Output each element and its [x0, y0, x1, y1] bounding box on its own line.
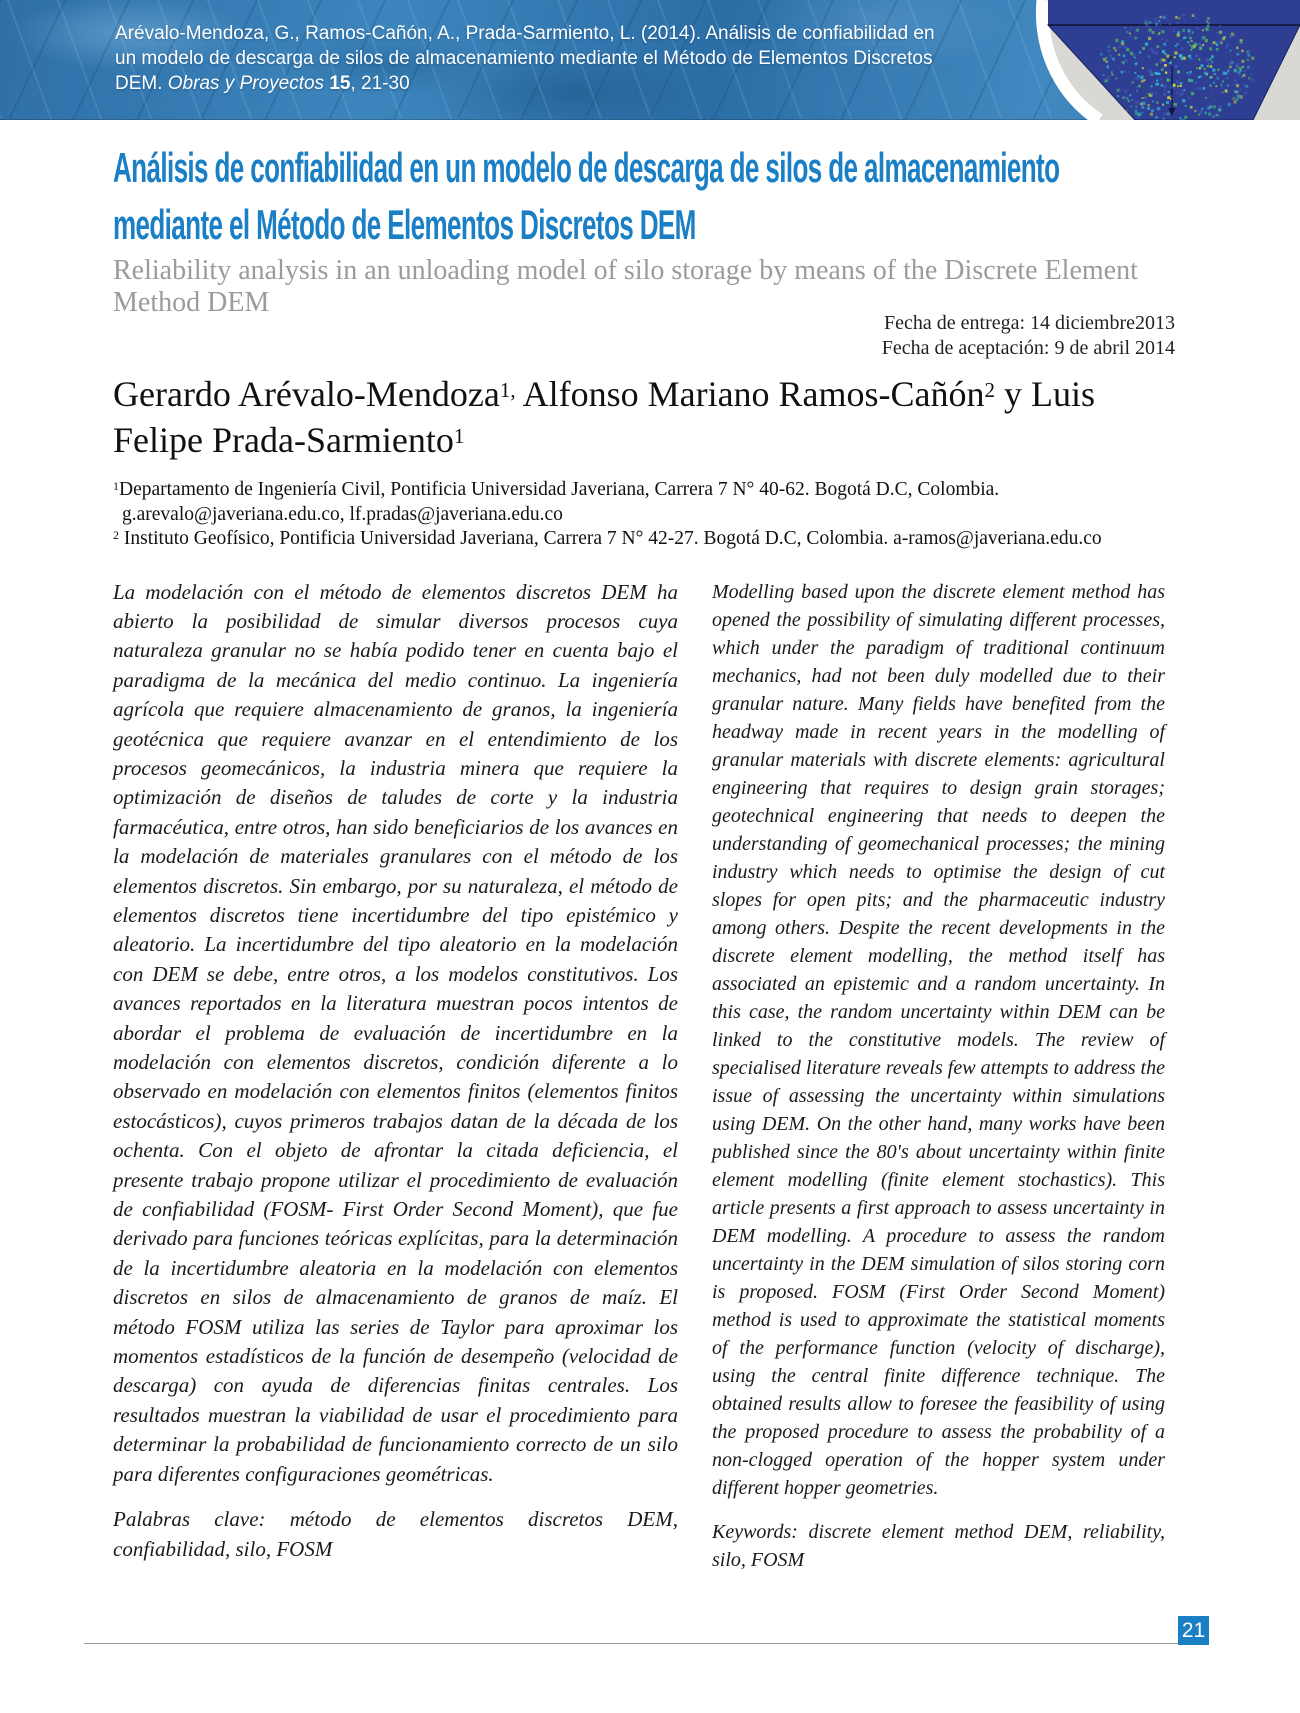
authors-line-1: Gerardo Arévalo-Mendoza$^{1,}$ Alfonso Mariano Ramos-Cañón$^2$ y Luis	[113, 374, 1096, 414]
affiliations-block	[113, 478, 1175, 552]
page-number-badge: 21	[1178, 1616, 1209, 1645]
citation-line-3: DEM. Obras y Proyectos 15, 21-30	[115, 73, 410, 94]
affiliation-1: $^1$Departamento de Ingeniería Civil, Pontificia Universidad Javeriana, Carrera 7 N° 40-62. Bogotá D.C, Colombia.	[113, 479, 1000, 500]
title-line-2: mediante el Método de Elementos Discretos DEM	[113, 201, 696, 248]
subtitle-line-1: Reliability analysis in an unloading model of silo storage by means of the Discrete Element	[113, 255, 1138, 286]
journal-volume: 15	[324, 73, 351, 94]
article-title-spanish	[113, 139, 1175, 253]
article-front-page	[113, 119, 1175, 1574]
abstract-english-column	[712, 578, 1165, 1574]
author-affiliation-mark: 1,	[499, 378, 516, 402]
footer-rule	[84, 1643, 1208, 1644]
subtitle-line-2: Method DEM	[113, 287, 270, 318]
silo-body	[1048, 0, 1300, 25]
author-affiliation-mark: 2	[984, 378, 996, 402]
keywords: Keywords: discrete element method DEM, reliability, silo, FOSM	[712, 1520, 1165, 1571]
author-affiliation-mark: 1	[453, 424, 465, 448]
title-line-1: Análisis de confiabilidad en un modelo de descarga de silos de almacenamiento	[113, 144, 1060, 191]
journal-name: Obras y Proyectos	[167, 73, 325, 94]
abstract-english-body: Modelling based upon the discrete element method has opened the possibility of simulating different processes, which under the paradigm of traditional continuum mechanics, had not been duly modelled due to their granular nature. Many fields have benefited from the headway made in recent years in the modelling of granular materials with discrete elements: agricultural engineering that requires to design grain storages; geotechnical engineering that needs to deepen the understanding of geomechanical processes; the mining industry which needs to optimise the design of cut slopes for open pits; and the pharmaceutic industry among others. Despite the recent developments in the discrete element modelling, the method itself has associated an epistemic and a random uncertainty. In this case, the random uncertainty within DEM can be linked to the constitutive models. The review of specialised literature reveals few attempts to address the issue of assessing the uncertainty within simulations using DEM. On the other hand, many works have been published since the 80's about uncertainty within finite element modelling (finite element stochastics). This article presents a first approach to assess uncertainty in DEM modelling. A procedure to assess the random uncertainty in the DEM simulation of silos storing corn is proposed. FOSM (First Order Second Moment) method is used to approximate the statistical moments of the performance function (velocity of discharge), using the central finite difference technique. The obtained results allow to foresee the feasibility of using the proposed procedure to assess the probability of a non-clogged operation of the hopper system under different hopper geometries.	[712, 580, 1165, 1499]
submission-dates	[113, 311, 1175, 361]
abstract-spanish-column	[113, 578, 678, 1564]
z-axis-label: z	[1168, 51, 1173, 65]
article-title-english	[113, 255, 1175, 319]
silo-hopper-graphic	[1035, 0, 1300, 120]
abstract-spanish-body: La modelación con el método de elementos discretos DEM ha abierto la posibilidad de simular diversos procesos cuya naturaleza granular no se había podido tener en cuenta bajo el paradigma de la mecánica del medio continuo. La ingeniería agrícola que requiere almacenamiento de granos, la ingeniería geotécnica que requiere avanzar en el entendimiento de los procesos geomecánicos, la industria minera que requiere la optimización de diseños de taludes de corte y la industria farmacéutica, entre otros, han sido beneficiarios de los avances en la modelación de materiales granulares con el método de los elementos discretos. Sin embargo, por su naturaleza, el método de elementos discretos tiene incertidumbre del tipo epistémico y aleatorio. La incertidumbre del tipo aleatorio en la modelación con DEM se debe, entre otros, a los modelos constitutivos. Los avances reportados en la literatura muestran pocos intentos de abordar el problema de evaluación de incertidumbre en la modelación con elementos discretos, condición diferente a lo observado en modelación con elementos finitos (elementos finitos estocásticos), cuyos primeros trabajos datan de la década de los ochenta. Con el objeto de afrontar la citada deficiencia, el presente trabajo propone utilizar el procedimiento de evaluación de confiabilidad (FOSM- First Order Second Moment), que fue derivado para funciones teóricas explícitas, para la determinación de la incertidumbre aleatoria en la modelación con elementos discretos en silos de almacenamiento de granos de maíz. El método FOSM utiliza las series de Taylor para aproximar los momentos estadísticos de la función de desempeño (velocidad de descarga) con ayuda de diferencias finitas centrales. Los resultados muestran la viabilidad de usar el procedimiento para determinar la probabilidad de funcionamiento correcto de un silo para diferentes configuraciones geométricas.	[113, 579, 678, 1486]
citation-line-2: un modelo de descarga de silos de almacenamiento mediante el Método de Elementos Discretos	[115, 48, 933, 69]
abstract-columns	[113, 578, 1175, 1574]
author-list	[113, 371, 1175, 463]
date-accepted: Fecha de aceptación: 9 de abril 2014	[881, 337, 1175, 359]
affiliation-2: $^2$ Instituto Geofísico, Pontificia Universidad Javeriana, Carrera 7 N° 42-27. Bogotá D.C, Colombia. a-ramos@javeriana.edu.co	[113, 528, 1102, 549]
silo-simulation-image	[1035, 0, 1300, 120]
palabras-clave: Palabras clave: método de elementos discretos DEM, confiabilidad, silo, FOSM	[113, 1507, 678, 1561]
date-received: Fecha de entrega: 14 diciembre2013	[884, 312, 1175, 334]
authors-line-2: Felipe Prada-Sarmiento$^1$	[113, 420, 465, 460]
citation-line-1: Arévalo-Mendoza, G., Ramos-Cañón, A., Prada-Sarmiento, L. (2014). Análisis de confiabilidad en	[115, 23, 935, 44]
citation-text	[115, 21, 935, 96]
affiliation-1-emails: g.arevalo@javeriana.edu.co, lf.pradas@javeriana.edu.co	[122, 503, 563, 525]
